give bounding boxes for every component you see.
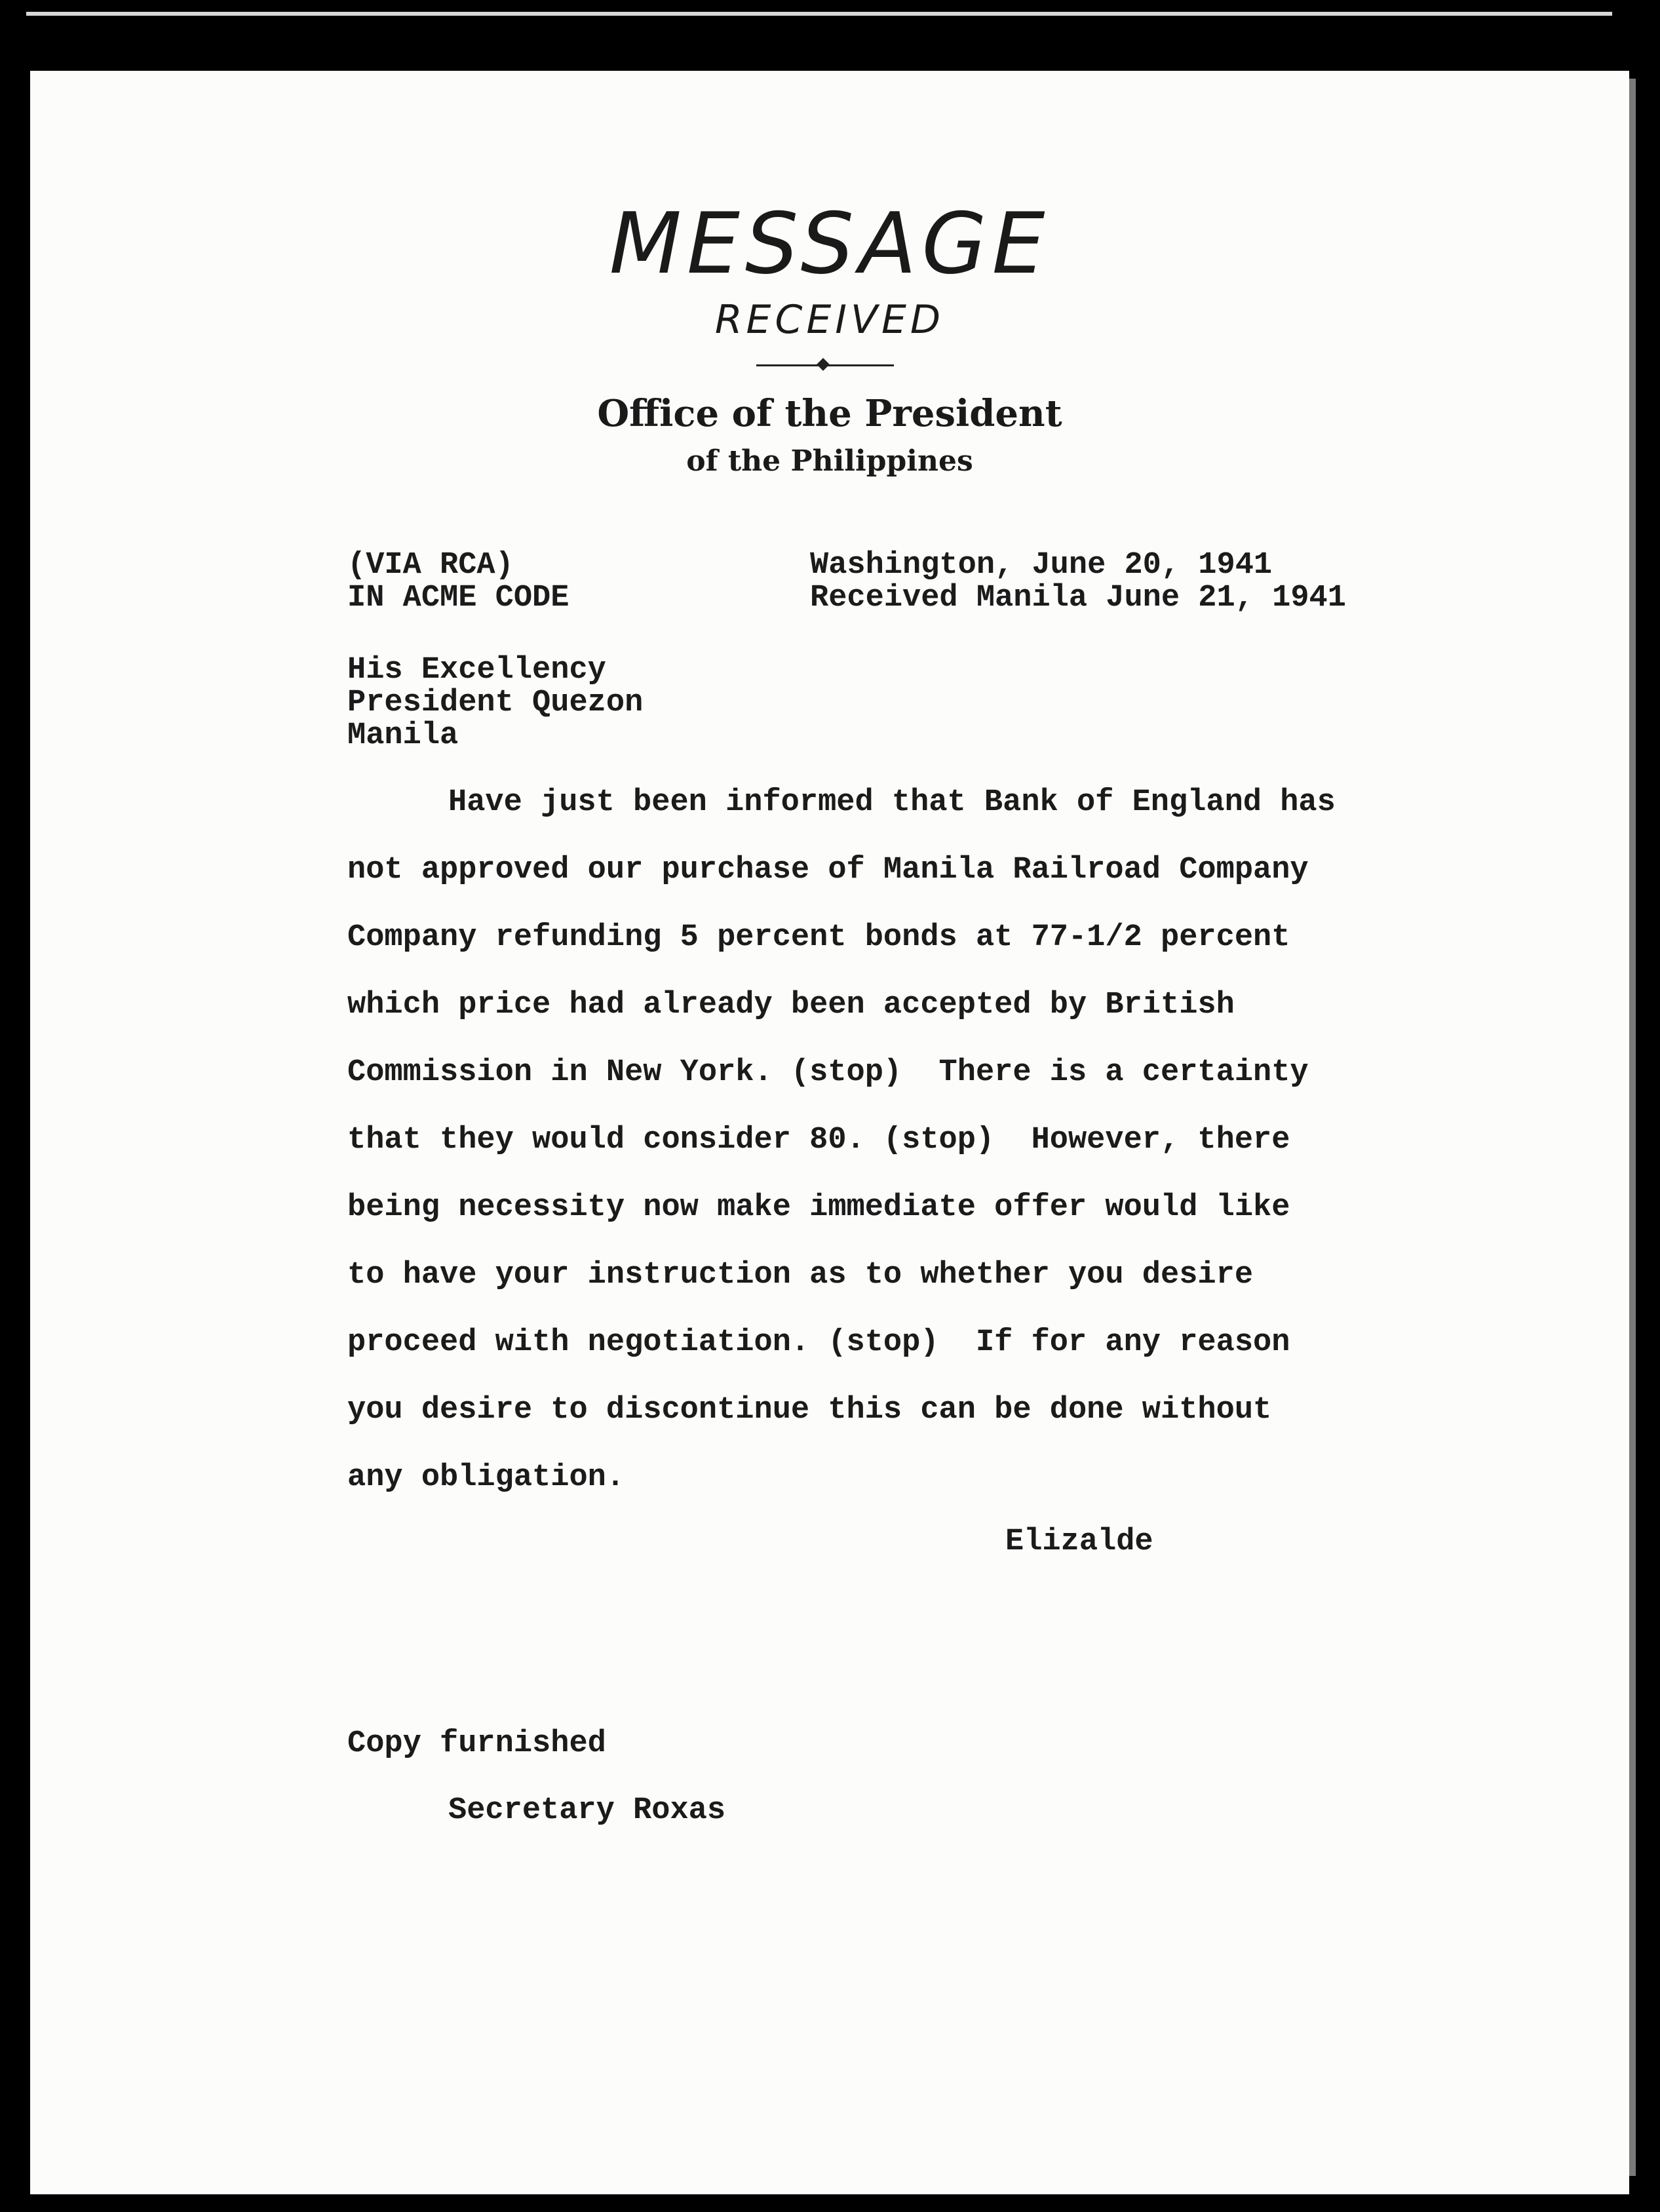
body-line: to have your instruction as to whether you desire bbox=[347, 1258, 1254, 1292]
addressee-line: Manila bbox=[347, 718, 459, 753]
body-line: being necessity now make immediate offer would like bbox=[347, 1190, 1290, 1225]
signature: Elizalde bbox=[1005, 1524, 1153, 1559]
body-line: not approved our purchase of Manila Railroad Company bbox=[347, 853, 1309, 887]
body-line: you desire to discontinue this can be done without bbox=[347, 1393, 1272, 1427]
routing-via: (VIA RCA) bbox=[347, 548, 514, 583]
body-line: proceed with negotiation. (stop) If for any reason bbox=[347, 1325, 1290, 1360]
body-line: which price had already been accepted by British bbox=[347, 988, 1235, 1022]
copy-recipient: Secretary Roxas bbox=[448, 1793, 726, 1828]
routing-code: IN ACME CODE bbox=[347, 581, 569, 615]
body-line: Have just been informed that Bank of England has bbox=[448, 785, 1336, 820]
body-line: any obligation. bbox=[347, 1460, 625, 1495]
received-dateline: Received Manila June 21, 1941 bbox=[810, 581, 1346, 615]
body-line: Commission in New York. (stop) There is a certainty bbox=[347, 1055, 1309, 1090]
addressee-line: His Excellency bbox=[347, 653, 606, 688]
message-sheet bbox=[30, 71, 1629, 2194]
body-line: that they would consider 80. (stop) However, there bbox=[347, 1123, 1290, 1157]
letterhead-subtitle: RECEIVED bbox=[714, 297, 945, 343]
letterhead-office: Office of the President bbox=[597, 392, 1062, 435]
copy-label: Copy furnished bbox=[347, 1726, 606, 1761]
letterhead-country: of the Philippines bbox=[686, 444, 973, 478]
paper-edge-right bbox=[1629, 79, 1636, 2176]
paper-edge-top bbox=[26, 12, 1612, 16]
addressee-line: President Quezon bbox=[347, 686, 644, 720]
sent-dateline: Washington, June 20, 1941 bbox=[810, 548, 1273, 583]
body-line: Company refunding 5 percent bonds at 77-1/2 percent bbox=[347, 920, 1290, 955]
letterhead-title: MESSAGE bbox=[609, 195, 1051, 293]
ornament-diamond-icon bbox=[817, 358, 830, 371]
